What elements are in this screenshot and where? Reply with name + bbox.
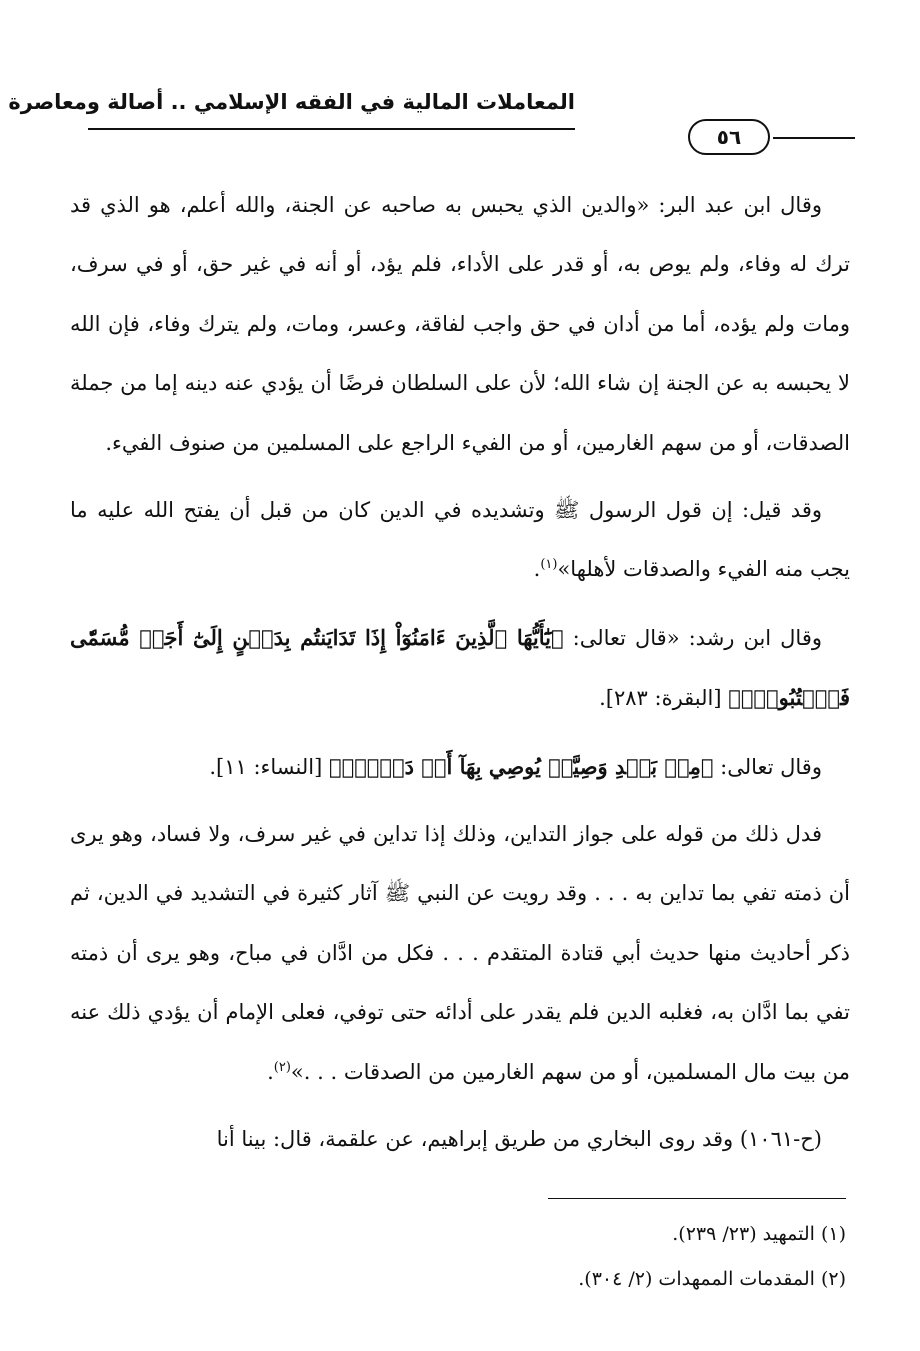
paragraph: [70, 737, 850, 797]
footnote-reference: (٢): [273, 1059, 291, 1075]
footnote: (١) التمهيد (٢٣/ ٢٣٩).: [672, 1223, 846, 1245]
paragraph: [70, 176, 850, 473]
paragraph: [70, 481, 850, 600]
text-segment: .: [267, 1059, 274, 1084]
page-number-rule: [773, 137, 855, 139]
quran-verse: ﴿مِنۢ بَعۡدِ وَصِيَّةٖ يُوصِي بِهَآ أَوۡ دَيۡنٍۗ﴾: [328, 753, 714, 779]
text-segment: [النساء: ١١].: [209, 754, 329, 779]
paragraph: [70, 805, 850, 1102]
page-number: ٥٦: [688, 119, 770, 155]
text-segment: وقال تعالى:: [713, 754, 822, 779]
text-segment: [البقرة: ٢٨٣].: [599, 686, 729, 711]
text-segment: وقد قيل: إن قول الرسول ﷺ وتشديده في الدين كان من قبل أن يفتح الله عليه ما يجب منه الفيء والصدقات لأهلها»: [70, 498, 850, 582]
text-segment: وقال ابن عبد البر: «والدين الذي يحبس به صاحبه عن الجنة، والله أعلم، هو الذي قد ترك له وفاء، ولم يوص به، أو قدر على الأداء، فلم يؤد، أو أنه في غير حق، أو في سرف، ومات ولم يؤده، أما من أدان في حق واجب لفاقة، وعسر، ومات، ولم يترك وفاء، فإن الله لا يحبسه به عن الجنة إن شاء الله؛ لأن على السلطان فرضًا أن يؤدي عنه دينه إما من جملة الصدقات، أو من سهم الغارمين، أو من الفيء الراجع على المسلمين من صنوف الفيء.: [70, 193, 851, 455]
paragraph: [70, 1110, 850, 1169]
footnotes: [70, 1212, 850, 1302]
paragraph: [70, 608, 850, 729]
quran-verse: ﴿يَٰٓأَيُّهَا ٱلَّذِينَ ءَامَنُوٓاْ إِذَا تَدَايَنتُم بِدَيۡنٍ إِلَىٰٓ أَجَلٖ مُّسَمّٗى فَٱكۡتُبُوهُۚ﴾: [70, 624, 850, 711]
header-rule: [88, 128, 575, 130]
running-header-title: المعاملات المالية في الفقه الإسلامي .. أصالة ومعاصرة: [8, 90, 575, 114]
body-text: [70, 176, 850, 1170]
footnote-reference: (١): [540, 557, 558, 573]
text-segment: فدل ذلك من قوله على جواز التداين، وذلك إذا تداين في غير سرف، ولا فساد، وهو يرى أن ذمته تفي بما تداين به . . . وقد رويت عن النبي ﷺ آثار كثيرة في التشديد في الدين، ثم ذكر أحاديث منها حديث أبي قتادة المتقدم . . . فكل من ادَّان في مباح، وهو يرى أن ذمته تفي بما ادَّان به، فغلبه الدين فلم يقدر على أدائه حتى توفي، فعلى الإمام أن يؤدي ذلك عنه من بيت مال المسلمين، أو من سهم الغارمين من الصدقات . . .»: [70, 822, 850, 1084]
text-segment: وقال ابن رشد: «قال تعالى:: [563, 625, 823, 650]
text-segment: .: [533, 557, 541, 582]
footnote-separator: [548, 1198, 846, 1199]
footnote: (٢) المقدمات الممهدات (٢/ ٣٠٤).: [578, 1268, 846, 1290]
text-segment: (ح-١٠٦١) وقد روى البخاري من طريق إبراهيم، عن علقمة، قال: بينا أنا: [216, 1127, 822, 1152]
